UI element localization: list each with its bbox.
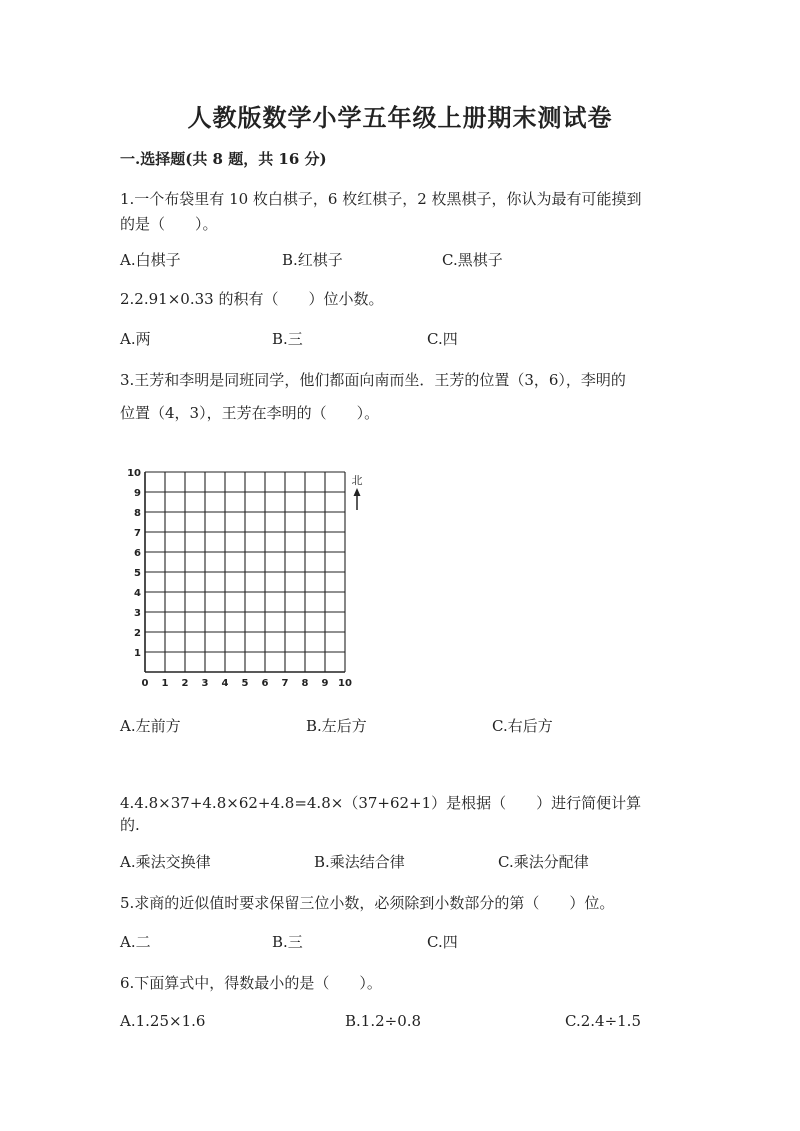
question-3-option-b: B.左后方 [306,717,367,735]
grid-x-tick-label: 1 [161,678,169,689]
question-1-line-1: 1.一个布袋里有 10 枚白棋子，6 枚红棋子，2 枚黑棋子，你认为最有可能摸到 [120,190,642,208]
grid-y-tick-label: 5 [134,568,141,579]
grid-y-tick-label: 7 [134,528,141,539]
question-6-option-b: B.1.2÷0.8 [345,1012,422,1030]
grid-y-tick-label: 1 [134,648,141,659]
question-3-option-a: A.左前方 [120,717,181,735]
question-2-option-a: A.两 [120,330,151,348]
question-1-line-2: 的是（ ）。 [120,215,218,233]
grid-x-tick-label: 8 [301,678,309,689]
grid-y-tick-label: 8 [134,508,141,519]
question-3-line-2: 位置（4，3），王芳在李明的（ ）。 [120,404,380,422]
question-1-option-c: C.黑棋子 [442,251,503,269]
grid-y-tick-label: 9 [134,488,141,499]
question-3-option-c: C.右后方 [492,717,553,735]
coordinate-grid-figure [120,462,380,689]
north-arrow-icon [354,488,361,496]
grid-x-tick-label: 5 [241,678,249,689]
question-6-option-c: C.2.4÷1.5 [565,1012,641,1030]
question-2-option-c: C.四 [427,330,458,348]
question-4-option-a: A.乘法交换律 [120,853,211,871]
question-4-line-1: 4.4.8×37+4.8×62+4.8=4.8×（37+62+1）是根据（ ）进行简便计算 [120,794,642,812]
question-1-option-b: B.红棋子 [282,251,343,269]
question-1-option-a: A.白棋子 [120,251,181,269]
grid-y-tick-label: 2 [134,628,141,639]
grid-x-tick-label: 4 [221,678,229,689]
grid-x-tick-label: 3 [201,678,209,689]
north-label: 北 [351,474,363,487]
grid-x-tick-label: 10 [338,678,352,689]
question-5-line-1: 5.求商的近似值时要求保留三位小数，必须除到小数部分的第（ ）位。 [120,894,615,912]
question-6-option-a: A.1.25×1.6 [120,1012,206,1030]
grid-y-tick-label: 6 [134,548,141,559]
grid-x-tick-label: 9 [321,678,329,689]
question-4-line-2: 的. [120,816,140,834]
question-4-option-c: C.乘法分配律 [498,853,589,871]
page-title: 人教版数学小学五年级上册期末测试卷 [187,103,613,132]
question-4-option-b: B.乘法结合律 [314,853,405,871]
grid-y-tick-label: 10 [127,468,141,479]
question-6-line-1: 6.下面算式中，得数最小的是（ ）。 [120,974,382,992]
grid-x-tick-label: 2 [181,678,189,689]
coordinate-grid [120,462,380,689]
grid-x-tick-label: 0 [141,678,149,689]
question-3-line-1: 3.王芳和李明是同班同学，他们都面向南而坐．王芳的位置（3，6），李明的 [120,371,626,389]
grid-x-tick-label: 7 [281,678,289,689]
section-heading: 一.选择题(共 8 题，共 16 分) [120,150,327,168]
grid-x-tick-label: 6 [261,678,269,689]
question-5-option-c: C.四 [427,933,458,951]
question-2-option-b: B.三 [272,330,303,348]
grid-y-tick-label: 4 [134,588,141,599]
question-2-line-1: 2.2.91×0.33 的积有（ ）位小数。 [120,290,384,308]
question-5-option-b: B.三 [272,933,303,951]
question-5-option-a: A.二 [120,933,151,951]
grid-y-tick-label: 3 [134,608,141,619]
